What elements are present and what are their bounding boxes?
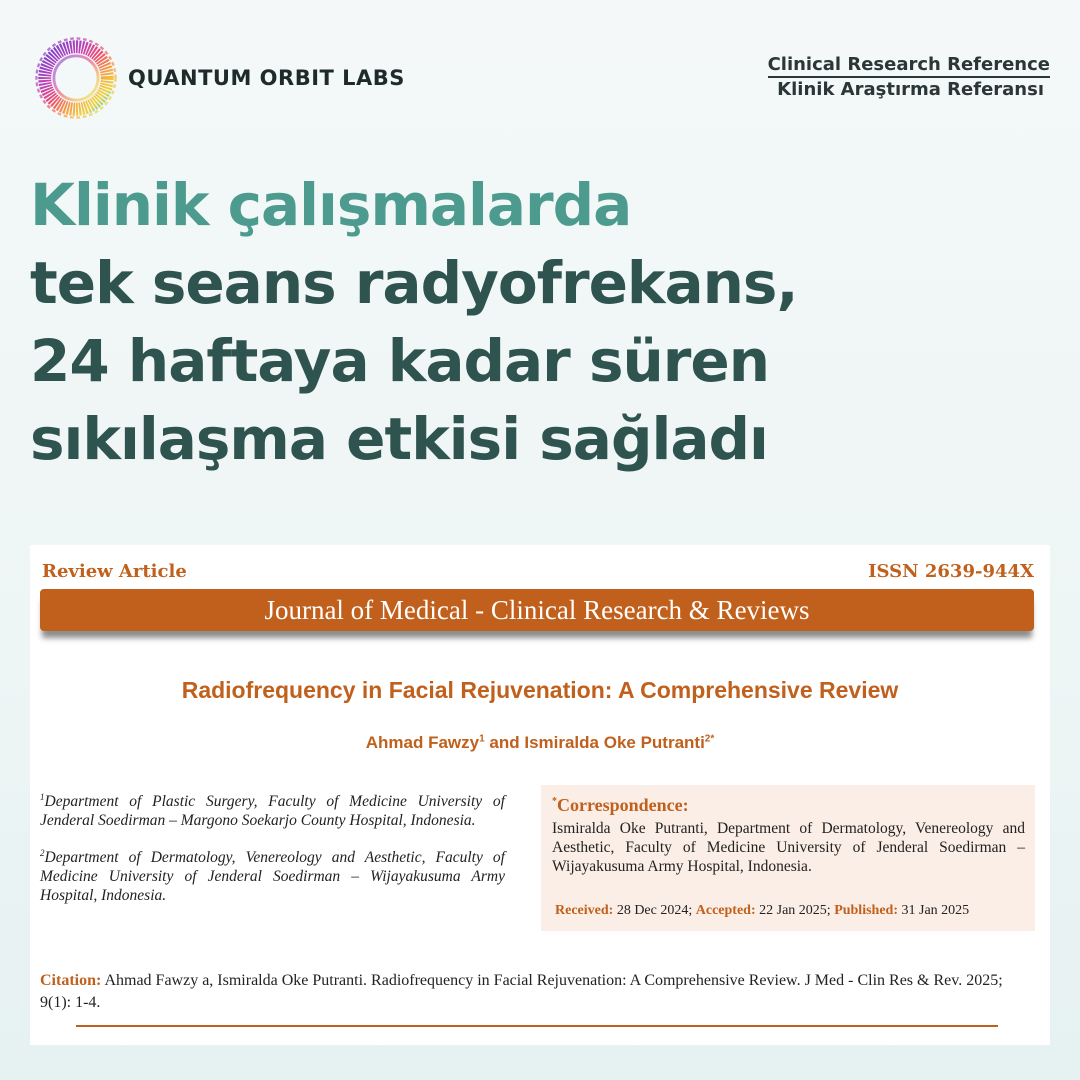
reference-en: Clinical Research Reference — [768, 54, 1050, 78]
headline — [30, 166, 1030, 478]
orbit-ring-logo-icon — [30, 32, 122, 124]
issn: ISSN 2639-944X — [868, 561, 1034, 582]
authors — [30, 733, 1050, 753]
author-1: Ahmad Fawzy — [365, 733, 480, 752]
affiliation-2-text: Department of Dermatology, Venereology and Aesthetic, Faculty of Medicine University of Jenderal Soedirman – Wijayakusuma Army Hospital, Indonesia. — [40, 849, 505, 905]
author-1-sup: 1 — [479, 733, 485, 745]
citation-text: Ahmad Fawzy a, Ismiralda Oke Putranti. Radiofrequency in Facial Rejuvenation: A Comprehensive Review. J Med - Clin Res & Rev. 2025; 9(1): 1-4. — [40, 972, 1003, 1011]
reference-tr: Klinik Araştırma Referansı — [777, 79, 1044, 100]
journal-banner — [40, 589, 1034, 631]
received-date: 28 Dec 2024; — [613, 903, 696, 918]
headline-line-4: sıkılaşma etkisi sağladı — [30, 405, 768, 473]
author-2-sup: 2* — [704, 733, 715, 745]
accepted-label: Accepted: — [695, 903, 756, 918]
affiliation-1-sup: 1 — [40, 792, 45, 802]
headline-line-1: Klinik çalışmalarda — [30, 171, 632, 239]
published-date: 31 Jan 2025 — [898, 903, 970, 918]
affiliations — [40, 788, 505, 919]
brand — [30, 32, 405, 124]
correspondence-heading — [552, 795, 1025, 816]
correspondence-label: Correspondence: — [557, 795, 689, 815]
author-2: Ismiralda Oke Putranti — [524, 733, 705, 752]
paper-excerpt — [30, 545, 1050, 1045]
citation-label: Citation: — [40, 972, 102, 989]
brand-name: QUANTUM ORBIT LABS — [128, 66, 405, 90]
article-dates — [555, 903, 969, 919]
correspondence-box — [541, 785, 1035, 931]
affiliation-1 — [40, 788, 505, 830]
paper-title: Radiofrequency in Facial Rejuvenation: A Comprehensive Review — [181, 677, 899, 703]
reference-label — [768, 54, 1050, 100]
author-joiner: and — [484, 733, 525, 752]
correspondence-sup: * — [552, 796, 557, 807]
headline-line-3: 24 haftaya kadar süren — [30, 327, 769, 395]
divider — [76, 1025, 998, 1027]
affiliation-1-text: Department of Plastic Surgery, Faculty of Medicine University of Jenderal Soedirman – Margono Soekarjo County Hospital, Indonesia. — [40, 793, 505, 830]
journal-title: Journal of Medical - Clinical Research & Reviews — [264, 594, 810, 625]
article-type: Review Article — [42, 561, 187, 582]
headline-line-2: tek seans radyofrekans, — [30, 249, 798, 317]
affiliation-2-sup: 2 — [40, 848, 45, 859]
correspondence-text: Ismiralda Oke Putranti, Department of Dermatology, Venereology and Aesthetic, Faculty of Medicine University of Jenderal Soedirman – Wijayakusuma Army Hospital, Indonesia. — [552, 820, 1025, 875]
published-label: Published: — [834, 903, 898, 918]
affiliation-2 — [40, 844, 505, 905]
citation — [40, 970, 1036, 1014]
accepted-date: 22 Jan 2025; — [755, 903, 835, 918]
received-label: Received: — [555, 903, 614, 918]
